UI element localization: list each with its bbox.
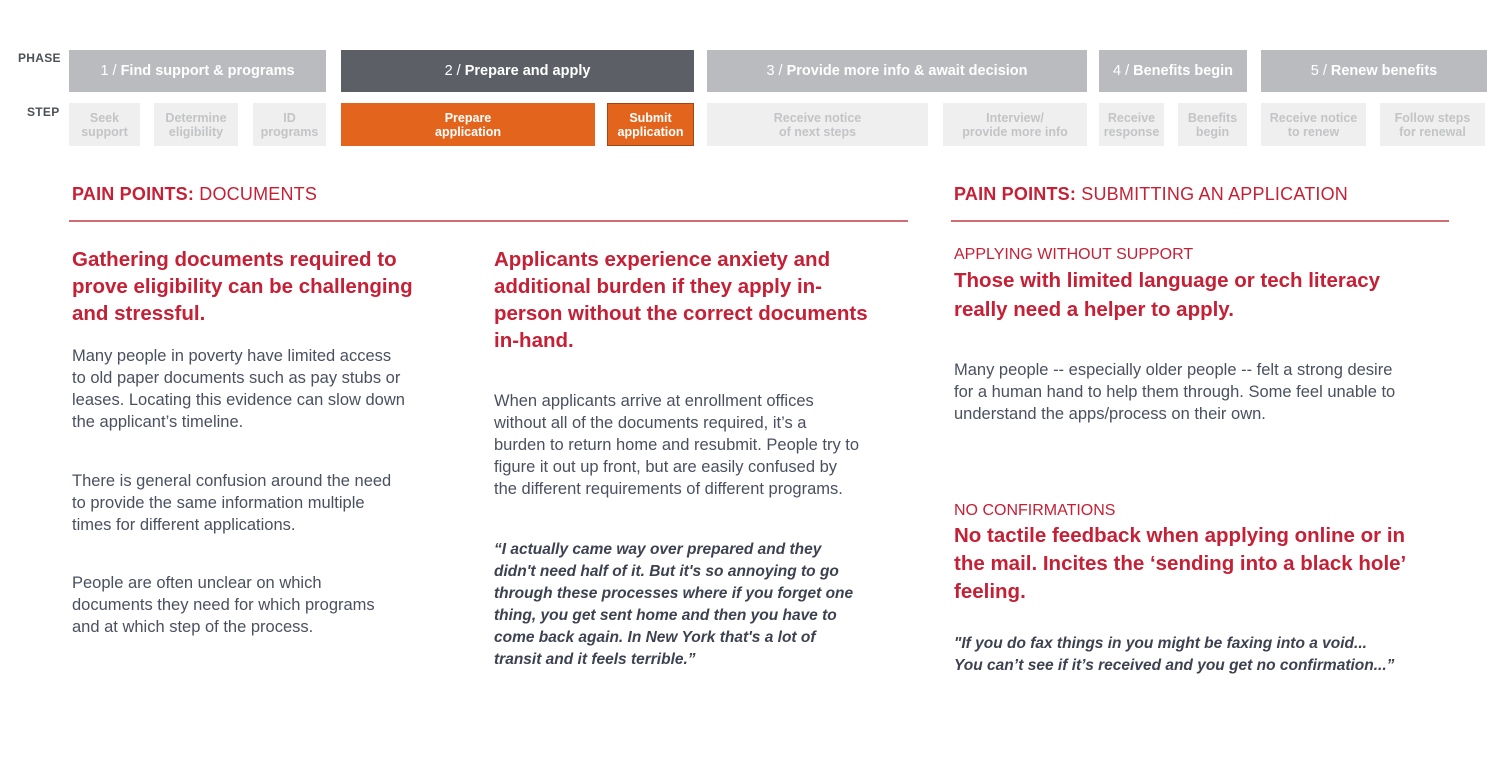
step-line: begin — [1195, 124, 1230, 139]
step-benefits-begin — [1178, 103, 1247, 146]
phase-number: 4 / — [1112, 63, 1130, 79]
applying-without-support-kicker: APPLYING WITHOUT SUPPORT — [954, 246, 1194, 263]
step-line: programs — [260, 124, 319, 139]
step-line: ID — [283, 110, 296, 125]
pain-points-documents-heading — [72, 184, 317, 205]
body-line: documents they need for which programs — [72, 596, 375, 614]
phase-label: Prepare and apply — [464, 63, 591, 79]
step-receive-response — [1099, 103, 1164, 146]
headline-line: and stressful. — [72, 302, 206, 325]
quote-line: "If you do fax things in you might be faxing into a void... — [954, 635, 1367, 652]
submitting-paragraph-1 — [954, 359, 1454, 425]
step-line: Receive notice — [773, 110, 862, 125]
body-line: There is general confusion around the need — [72, 472, 392, 490]
body-line: times for different applications. — [72, 516, 296, 534]
body-line: Many people in poverty have limited access — [72, 347, 392, 365]
phase-5 — [1261, 50, 1487, 92]
no-confirmations-kicker: NO CONFIRMATIONS — [954, 502, 1116, 519]
step-follow-steps-renewal — [1380, 103, 1485, 146]
headline-line: prove eligibility can be challenging — [72, 275, 413, 298]
body-line: burden to return home and resubmit. People try to — [494, 436, 860, 454]
step-line: provide more info — [962, 124, 1068, 139]
step-line: Seek — [89, 110, 120, 125]
phase-number: 2 / — [444, 63, 461, 79]
phase-label: Find support & programs — [120, 63, 295, 79]
step-line: application — [435, 124, 501, 139]
pain-points-submitting-heading — [954, 184, 1348, 205]
quote-line: come back again. In New York that's a lot of — [494, 629, 816, 646]
headline-line: feeling. — [954, 580, 1026, 603]
step-line: Follow steps — [1394, 110, 1471, 125]
headline-line: really need a helper to apply. — [954, 298, 1234, 321]
headline-line: person without the correct documents — [494, 302, 868, 325]
step-line: support — [81, 124, 128, 139]
headline-line: in-hand. — [494, 329, 574, 352]
documents-headline-1 — [72, 246, 462, 327]
step-line: application — [617, 124, 684, 139]
documents-paragraph-col2 — [494, 390, 904, 500]
documents-paragraph-1 — [72, 345, 472, 433]
section-divider — [69, 220, 908, 222]
documents-quote — [494, 539, 904, 671]
body-line: to old paper documents such as pay stubs or — [72, 369, 401, 387]
submitting-headline-1 — [954, 266, 1454, 324]
quote-line: thing, you get sent home and then you have to — [494, 607, 837, 624]
documents-paragraph-3 — [72, 572, 472, 638]
step-line: for renewal — [1399, 124, 1466, 139]
phase-4 — [1099, 50, 1247, 92]
headline-line: Gathering documents required to — [72, 248, 397, 271]
step-determine-eligibility — [154, 103, 238, 146]
documents-paragraph-2 — [72, 470, 472, 536]
step-id-programs — [253, 103, 326, 146]
headline-line: the mail. Incites the ‘sending into a black hole’ — [954, 552, 1407, 575]
body-line: People are often unclear on which — [72, 574, 322, 592]
body-line: without all of the documents required, it’s a — [494, 414, 807, 432]
quote-line: transit and it feels terrible.” — [494, 651, 696, 668]
body-line: Many people -- especially older people -- felt a strong desire — [954, 361, 1393, 379]
headline-line: additional burden if they apply in- — [494, 275, 823, 298]
pain-points-prefix: PAIN POINTS: — [954, 184, 1077, 204]
phase-number: 1 / — [100, 63, 117, 79]
step-line: of next steps — [778, 124, 857, 139]
quote-line: through these processes where if you forget one — [494, 585, 854, 602]
step-row-label: STEP — [27, 105, 60, 119]
step-line: Submit — [629, 110, 672, 125]
step-receive-notice — [707, 103, 928, 146]
step-line: Receive notice — [1269, 110, 1358, 125]
quote-line: “I actually came way over prepared and they — [494, 541, 822, 558]
step-line: Prepare — [444, 110, 492, 125]
step-submit-application — [607, 103, 694, 146]
step-line: Benefits — [1187, 110, 1238, 125]
phase-number: 3 / — [766, 63, 783, 79]
phase-label: Provide more info & await decision — [786, 63, 1028, 79]
pain-points-title: DOCUMENTS — [199, 184, 318, 204]
body-line: the different requirements of different programs. — [494, 480, 843, 498]
pain-points-prefix: PAIN POINTS: — [72, 184, 195, 204]
step-line: to renew — [1287, 124, 1340, 139]
step-seek-support — [69, 103, 140, 146]
phase-number: 5 / — [1310, 63, 1327, 79]
phase-1 — [69, 50, 326, 92]
step-line: eligibility — [168, 124, 224, 139]
phase-3 — [707, 50, 1087, 92]
body-line: the applicant’s timeline. — [72, 413, 244, 431]
phase-label: Renew benefits — [1330, 63, 1438, 79]
submitting-headline-2 — [954, 522, 1474, 606]
body-line: for a human hand to help them through. Some feel unable to — [954, 383, 1396, 401]
phase-row-label: PHASE — [18, 51, 61, 65]
body-line: and at which step of the process. — [72, 618, 314, 636]
step-line: Determine — [165, 110, 227, 125]
step-line: Interview/ — [986, 110, 1044, 125]
submitting-quote — [954, 633, 1474, 677]
step-line: response — [1103, 124, 1160, 139]
body-line: figure it out up front, but are easily confused by — [494, 458, 838, 476]
body-line: to provide the same information multiple — [72, 494, 365, 512]
phase-2-active — [341, 50, 694, 92]
step-line: Receive — [1107, 110, 1156, 125]
quote-line: You can’t see if it’s received and you get no confirmation...” — [954, 657, 1395, 674]
phase-label: Benefits begin — [1133, 63, 1234, 79]
section-divider — [951, 220, 1449, 222]
headline-line: Applicants experience anxiety and — [494, 248, 831, 271]
body-line: leases. Locating this evidence can slow down — [72, 391, 405, 409]
pain-points-title: SUBMITTING AN APPLICATION — [1081, 184, 1348, 204]
body-line: When applicants arrive at enrollment offices — [494, 392, 814, 410]
quote-line: didn't need half of it. But it's so annoying to go — [494, 563, 839, 580]
body-line: understand the apps/process on their own. — [954, 405, 1266, 423]
step-receive-notice-renew — [1261, 103, 1366, 146]
headline-line: Those with limited language or tech literacy — [954, 269, 1381, 292]
documents-headline-2 — [494, 246, 904, 354]
headline-line: No tactile feedback when applying online or in — [954, 524, 1406, 547]
step-interview — [943, 103, 1087, 146]
step-prepare-application — [341, 103, 595, 146]
